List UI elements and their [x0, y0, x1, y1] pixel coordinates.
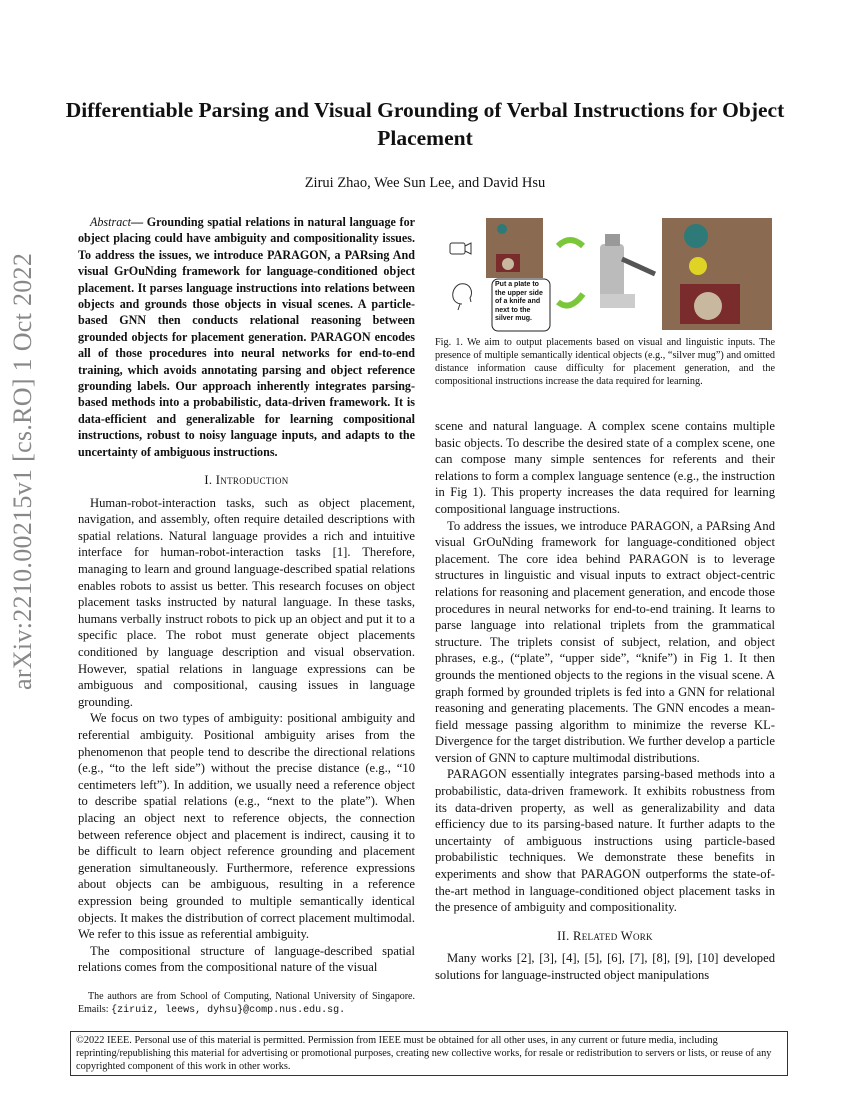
- introduction-section: [78, 460, 415, 976]
- paper-title: Differentiable Parsing and Visual Grounding of Verbal Instructions for Object Placement: [65, 98, 785, 150]
- right-column: [435, 214, 775, 1017]
- abstract-label: Abstract: [90, 215, 131, 229]
- section-heading-introduction: I. Introduction: [204, 473, 289, 488]
- paragraph: Many works [2], [3], [4], [5], [6], [7], [8], [9], [10] developed solutions for language-instructed object manipulations: [435, 951, 775, 982]
- arrow-icon: [558, 294, 583, 306]
- figure-caption: Fig. 1. We aim to output placements based on visual and linguistic inputs. The presence of multiple semantically identical objects (e.g., “silver mug”) and omitted distance information cause difficulty for placement generation, and the compositional instructions increase the data required for learning.: [435, 337, 775, 387]
- abstract-text: — Grounding spatial relations in natural language for object placing could have ambiguity and compositionality issues. To address the issues, we introduce PARAGON, a PARsing And visual GrOuNding framework for language-conditioned object placement. It parses language instructions into relations between objects and grounds those objects in visual scenes. A particle-based GNN then conducts relational reasoning between grounded objects for placement generation. PARAGON encodes all of those procedures into neural networks for end-to-end training, which avoids annotating parsing and object reference grounding labels. Our approach inherently integrates parsing-based methods into a probabilistic, data-driven framework. It is data-efficient and generalizable for learning compositional instructions, robust to noisy language inputs, and adapts to the uncertainty of ambiguous instructions.: [78, 215, 415, 459]
- paragraph: Human-robot-interaction tasks, such as object placement, navigation, and assembly, often require detailed descriptions with spatial relations. Natural language provides a rich and intuitive interface for human-robot-interaction tasks [1]. Therefore, managing to learn and ground language-described spatial relations enables robots to assist us better. This research focuses on object placement tasks instructed by natural language. In these tasks, humans verbally instruct robots to pick up an object and put it to a specific place. The robot must generate object placements conditioned by language description and visual observation. However, spatial relations in language expressions can be ambiguous and compositional, causing issues in language grounding.: [78, 495, 415, 709]
- authors: Zirui Zhao, Wee Sun Lee, and David Hsu: [304, 175, 546, 191]
- footnote-emails: {ziruiz, leews, dyhsu}@comp.nus.edu.sg.: [111, 1004, 346, 1016]
- paragraph: The compositional structure of language-described spatial relations comes from the compositional nature of the visual: [78, 943, 415, 975]
- footnote: [78, 990, 415, 1017]
- section-heading-related-work: II. Related Work: [557, 928, 653, 943]
- paragraph: PARAGON essentially integrates parsing-based methods into a probabilistic, data-driven framework. It exhibits robustness from its data-driven property, as well as generalizability and data efficiency due to its parsing-based nature. It further adapts to the uncertainty of ambiguous instructions using particle-based probabilistic techniques. We demonstrate these benefits in experiments and show that PARAGON outperforms the state-of-the-art method in language-conditioned object placement tasks in the presence of ambiguity and compositionality.: [435, 767, 775, 915]
- left-column: [78, 214, 415, 1017]
- abstract: [78, 214, 415, 460]
- robot-image: [600, 234, 655, 308]
- paragraph: scene and natural language. A complex scene contains multiple basic objects. To describe the desired state of a complex scene, one can compose many simple sentences for referents and their relations to form a complex language sentence (e.g., the instruction in Fig 1). This property increases the data required for learning compositional language instructions.: [435, 419, 775, 516]
- scene-image-input: [486, 218, 543, 278]
- arxiv-stamp: arXiv:2210.00215v1 [cs.RO] 1 Oct 2022: [8, 252, 37, 690]
- footnote-text: The authors are from School of Computing, National University of Singapore. Emails:: [78, 990, 415, 1015]
- speech-bubble: [492, 279, 550, 331]
- figure-1: [440, 214, 775, 332]
- copyright-notice: ©2022 IEEE. Personal use of this material is permitted. Permission from IEEE must be obtained for all other uses, in any current or future media, including reprinting/republishing this material for advertising or promotional purposes, creating new collective works, for resale or redistribution to servers or lists, or reuse of any copyrighted component of this work in other works.: [70, 1031, 788, 1076]
- two-column-body: [78, 214, 775, 1017]
- scene-image-output: [662, 218, 772, 330]
- person-head-icon: [453, 284, 472, 310]
- paragraph: We focus on two types of ambiguity: positional ambiguity and referential ambiguity. Positional ambiguity arises from the phenomenon that people tend to describe the directional relations (e.g., “to the left side”) without the precise distance (e.g., “10 centimeters left”). In addition, we usually need a reference object to describe spatial relations (e.g., “next to the plate”). When placing an object next to reference objects, the connection between reference object and placement is indirect, causing it to be difficult to learn object reference grounding and placement generation simultaneously. Furthermore, reference expressions about objects can be ambiguous, resulting in a reference expression being grounded to multiple semantically identical objects. It makes the distribution of correct placement multimodal. We refer to this issue as referential ambiguity.: [78, 711, 415, 942]
- paragraph: To address the issues, we introduce PARAGON, a PARsing And visual GrOuNding framework for language-conditioned object placement. The core idea behind PARAGON is to leverage structures in linguistic and visual inputs to extract object-centric relations for reasoning and placement generation, and encode those procedures in neural networks for end-to-end training. It learns to parse language into relational triplets from the grammatical structure. The triplets consist of subject, relation, and object phrases, e.g., (“plate”, “upper side”, “knife”) in Fig 1. It then grounds the mentioned objects to the regions in the visual scene. A graph formed by grounded triplets is fed into a GNN for relational reasoning and generating placements. The GNN encodes a mean-field message passing algorithm to minimize the reverse KL-Divergence for the target distribution. We further develop a particle version of GNN to capture multimodal distributions.: [435, 518, 775, 765]
- instruction-text: Put a plate to the upper side of a knife and next to the silver mug.: [495, 281, 543, 323]
- arrow-icon: [558, 240, 583, 246]
- right-column-text: [435, 418, 775, 984]
- camera-icon: [450, 243, 471, 254]
